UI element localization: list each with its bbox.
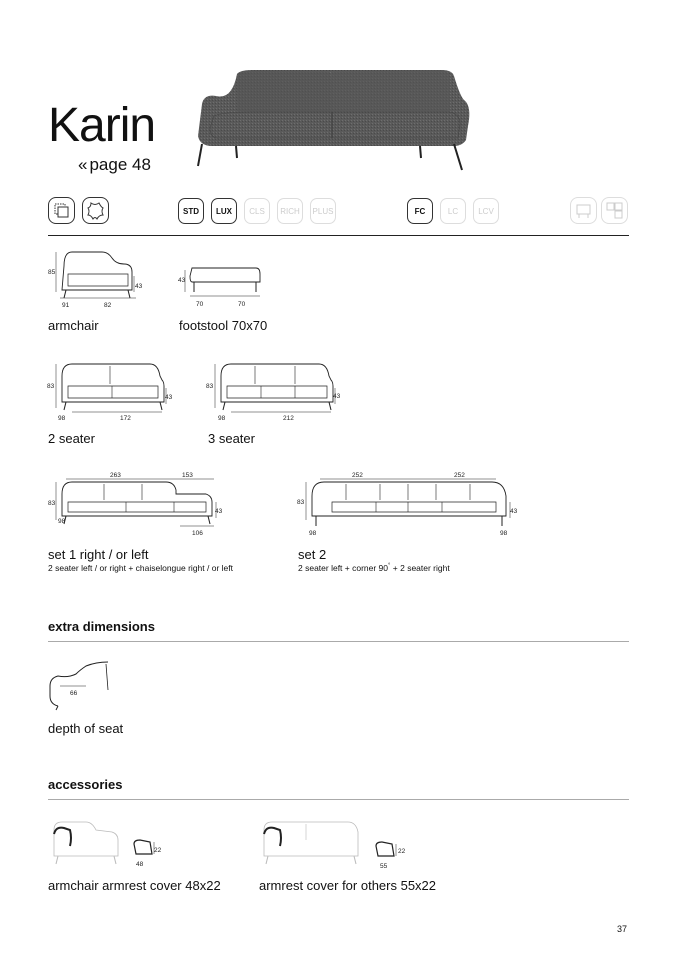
set2-description [298, 563, 450, 573]
set1-width-2: 153 [182, 472, 193, 479]
header-divider [48, 235, 629, 236]
armchair-armrest-cover-height: 22 [154, 847, 162, 854]
two-seater-seat-height: 43 [165, 394, 173, 401]
footstool-height: 43 [178, 277, 186, 284]
footstool-width-1: 70 [196, 301, 204, 308]
armrest-cover-others-width: 55 [380, 863, 388, 870]
set1-depth: 98 [58, 518, 66, 525]
armrest-cover-others-drawing [256, 816, 416, 872]
armrest-cover-others-height: 22 [398, 848, 406, 855]
set2-depth-right: 98 [500, 530, 508, 537]
accessories-divider [48, 799, 629, 800]
set2-width-2: 252 [454, 472, 465, 479]
chip-cls: CLS [244, 198, 270, 224]
product-title: Karin [48, 99, 156, 152]
set2-description-degree: ° [388, 563, 391, 570]
leather-hide-icon[interactable] [82, 197, 109, 224]
set2-description-b: + 2 seater right [390, 563, 450, 573]
armchair-armrest-cover-width: 48 [136, 861, 144, 868]
seat-depth-label: depth of seat [48, 721, 124, 736]
armchair-drawing [46, 246, 146, 310]
page-reference-text: page 48 [89, 155, 151, 174]
armchair-seat-height: 43 [135, 283, 143, 290]
footstool-label: footstool 70x70 [179, 318, 268, 333]
chip-lcv: LCV [473, 198, 499, 224]
three-seater-height: 83 [206, 383, 214, 390]
seat-depth-value: 66 [70, 690, 78, 697]
set2-seat-height: 43 [510, 508, 518, 515]
armchair-outline-icon [570, 197, 597, 224]
accessories-heading: accessories [48, 777, 123, 792]
set1-label: set 1 right / or left [48, 547, 149, 562]
armchair-width: 82 [104, 302, 112, 309]
two-seater-drawing [46, 358, 176, 426]
set2-description-a: 2 seater left + corner 90 [298, 563, 389, 573]
set1-drawing [46, 468, 226, 542]
page-reference[interactable] [78, 155, 151, 175]
armchair-label: armchair [48, 318, 99, 333]
set2-label: set 2 [298, 547, 327, 562]
armchair-depth: 91 [62, 302, 70, 309]
footstool-width-2: 70 [238, 301, 246, 308]
page-reference-glyph: « [78, 155, 88, 174]
armrest-cover-others-label: armrest cover for others 55x22 [259, 878, 437, 893]
armchair-armrest-cover-label: armchair armrest cover 48x22 [48, 878, 221, 893]
footstool-drawing [176, 262, 266, 312]
chip-fc[interactable]: FC [407, 198, 433, 224]
modular-layout-icon [601, 197, 628, 224]
fabric-swatch-icon[interactable] [48, 197, 75, 224]
two-seater-width: 172 [120, 415, 131, 422]
armchair-armrest-cover-drawing [46, 816, 166, 872]
set1-description: 2 seater left / or right + chaiselongue right / or left [48, 563, 233, 573]
three-seater-depth: 98 [218, 415, 226, 422]
three-seater-drawing [205, 358, 345, 426]
extra-dimensions-divider [48, 641, 629, 642]
chip-lc: LC [440, 198, 466, 224]
set1-width-1: 263 [110, 472, 121, 479]
page-number: 37 [617, 924, 628, 934]
two-seater-depth: 98 [58, 415, 66, 422]
chip-lux[interactable]: LUX [211, 198, 237, 224]
set2-width-1: 252 [352, 472, 363, 479]
set1-chaise-depth: 106 [192, 530, 203, 537]
seat-depth-drawing [46, 656, 116, 712]
two-seater-height: 83 [47, 383, 55, 390]
sofa-hero-image [192, 66, 472, 176]
three-seater-width: 212 [283, 415, 294, 422]
chip-std[interactable]: STD [178, 198, 204, 224]
three-seater-label: 3 seater [208, 431, 255, 446]
set1-seat-height: 43 [215, 508, 223, 515]
three-seater-seat-height: 43 [333, 393, 341, 400]
extra-dimensions-heading: extra dimensions [48, 619, 155, 634]
chip-rich: RICH [277, 198, 303, 224]
two-seater-label: 2 seater [48, 431, 95, 446]
set1-height: 83 [48, 500, 56, 507]
set2-height: 83 [297, 499, 305, 506]
set2-depth-left: 98 [309, 530, 317, 537]
chip-plus: PLUS [310, 198, 336, 224]
set2-drawing [296, 468, 526, 542]
armchair-height: 85 [48, 269, 56, 276]
